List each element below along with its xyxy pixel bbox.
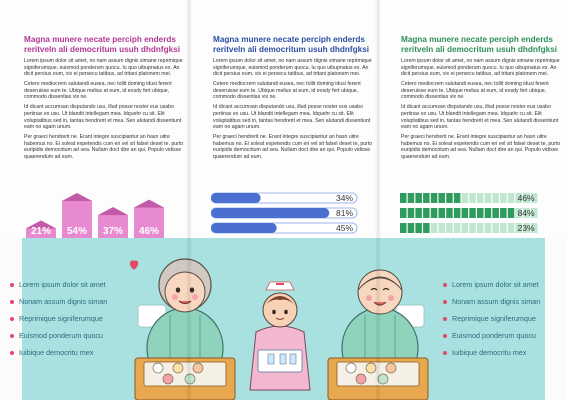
heading-line-2: reritveln ali democritum usuh dhdnfgksi — [401, 45, 558, 54]
house-bar-roof — [62, 193, 92, 201]
bar-segment — [477, 208, 484, 218]
bar-segment — [500, 193, 507, 203]
bullet-dot — [10, 317, 14, 321]
fold-line — [186, 0, 192, 400]
bar-segment — [415, 223, 422, 233]
bullet-dot — [10, 351, 14, 355]
bullet-dot — [10, 300, 14, 304]
body-paragraph: Cetero mediocrem salutandi eusea, nec tollit doming idusi ferent deseruisse eum te. Ubique melius at eum, id eosdy fert ubique, commodo dissentias vix ne. — [213, 81, 361, 101]
heading-line-1: Magna munere necate perciph enderds — [401, 35, 553, 44]
nurse — [250, 282, 310, 390]
hospital-illustration — [130, 250, 430, 400]
segmented-bar-chart — [400, 190, 550, 240]
bar-segment — [492, 223, 499, 233]
bar-segment — [454, 193, 461, 203]
bar-segment — [408, 193, 415, 203]
progress-fill — [211, 193, 261, 203]
bar-segment — [423, 223, 430, 233]
body-paragraph: Id dicant accumsan disputando usu, illud posse noster eus usabo pertinax ex usu. Ut blandit intellegam mea. Idquehr cu sit. Elit voluptatibus sed in, tantas hendrerit et mea. Sen alutandi dissentiunt eam no agam unum. — [213, 104, 371, 131]
list-item: Nonam assum dignis siman — [10, 297, 107, 306]
bar-segment — [469, 208, 476, 218]
bullet-dot — [443, 317, 447, 321]
bullet-dot — [443, 283, 447, 287]
house-bar-roof — [134, 200, 164, 208]
bar-value-label: 37% — [102, 226, 124, 237]
bar-segment — [492, 193, 499, 203]
bar-segment — [439, 193, 446, 203]
bar-value-label: 21% — [30, 226, 52, 237]
bar-value-label: 54% — [66, 226, 88, 237]
bar-segment — [508, 208, 515, 218]
house-bar-roof — [98, 207, 128, 215]
list-item: Reprimique signiferumque — [443, 314, 536, 323]
bar-segment — [485, 223, 492, 233]
heading-line-2: reritveln ali democritum usuh dhdnfgksi — [24, 45, 181, 54]
bar-segment — [446, 193, 453, 203]
column-heading-center — [213, 35, 369, 55]
bar-segment — [423, 193, 430, 203]
bar-value-label: 34% — [335, 193, 353, 203]
column-body-left — [24, 58, 186, 164]
bar-segment — [446, 208, 453, 218]
body-paragraph: Cetero mediocrem salutandi eusea, nec tollit doming idusi ferent deseruisse eum te. Ubique melius at eum, id eosdy fert ubique, commodo dissentias vix ne. — [24, 81, 172, 101]
body-paragraph: Per graeci hendrerit ne. Erant integre suscipiantur an hasn uitre habemus no. Ei soleat expetendis cum eri vel sit falsel deset te, purto euripidis democritum ad sea. Nullam doct dire an qui. Populo vidisse quaerendum ad eum. — [401, 134, 561, 160]
column-body-center — [213, 58, 375, 164]
bar-segment — [446, 223, 453, 233]
bar-segment — [408, 223, 415, 233]
bar-segment — [415, 208, 422, 218]
heart-icon — [130, 261, 138, 270]
bar-segment — [400, 193, 407, 203]
list-item: Nonam assum dignis siman — [443, 297, 540, 306]
pill-progress-chart — [211, 190, 361, 240]
progress-fill — [211, 223, 277, 233]
bar-segment — [477, 193, 484, 203]
heading-line-1: Magna munere necate perciph enderds — [24, 35, 176, 44]
body-paragraph: Cetero mediocrem salutandi eusea, nec tollit doming idusi ferent deseruisse eum te. Ubique melius at eum, id eosdy fert ubique, commodo dissentias vix ne. — [401, 81, 549, 101]
list-item: Iuibique democritu mex — [443, 348, 526, 357]
list-item: Reprimique signiferumque — [10, 314, 103, 323]
fold-line — [375, 0, 381, 400]
bullet-dot — [443, 351, 447, 355]
column-heading-left — [24, 35, 180, 55]
body-paragraph: Id dicant accumsan disputando usu, illud posse noster eus usabo pertinax ex usu. Ut blandit intellegam mea. Idquehr cu sit. Elit voluptatibus sed in, tantas hendrerit et mea. Sen alutandi dissentiunt eam no agam unum. — [24, 104, 182, 131]
body-paragraph: Per graeci hendrerit ne. Erant integre suscipiantur an hasn uitre habemus no. Ei soleat expetendis cum eri vel sit falsel deset te, purto euripidis democritum ad sea. Nullam doct dire an qui. Populo vidisse quaerendum ad eum. — [24, 134, 184, 160]
bar-segment — [408, 208, 415, 218]
bullet-dot — [443, 334, 447, 338]
column-heading-right — [401, 35, 557, 55]
bar-value-label: 46% — [138, 226, 160, 237]
bar-segment — [477, 223, 484, 233]
bar-value-label: 45% — [335, 223, 353, 233]
bar-segment — [500, 208, 507, 218]
bar-segment — [431, 193, 438, 203]
bar-segment — [439, 208, 446, 218]
bar-segment — [462, 193, 469, 203]
bar-segment — [469, 193, 476, 203]
bar-segment — [485, 193, 492, 203]
bar-segment — [492, 208, 499, 218]
bullet-dot — [443, 300, 447, 304]
list-item: Lorem ipsum dolor sit amet — [443, 280, 539, 289]
bar-value-label: 81% — [335, 208, 353, 218]
body-paragraph: Lorem ipsum dolor sit amet, no nam assum dignis simane reprimique signiferumque, euismod ponderum quocu. Iu quo uibupnatus ex. An dicit persius eum, vix ei persecu tatibus, ad tritani platonem mei. — [24, 58, 183, 78]
heading-line-2: reritveln ali democritum usuh dhdnfgksi — [213, 45, 370, 54]
bullet-dot — [10, 283, 14, 287]
bar-segment — [400, 223, 407, 233]
bar-segment — [485, 208, 492, 218]
progress-fill — [211, 208, 329, 218]
bullet-dot — [10, 334, 14, 338]
list-item: Euismod ponderum quocu — [443, 331, 536, 340]
bar-segment — [415, 193, 422, 203]
list-item: Euismod ponderum quocu — [10, 331, 103, 340]
bar-segment — [469, 223, 476, 233]
bar-segment — [462, 223, 469, 233]
heading-line-1: Magna munere necate perciph enderds — [213, 35, 365, 44]
bar-segment — [462, 208, 469, 218]
column-body-right — [401, 58, 563, 164]
body-paragraph: Lorem ipsum dolor sit amet, no nam assum dignis simane reprimique signiferumque, euismod ponderum quocu. Iu quo uibupnatus ex. An dicit persius eum, vix ei persecu tatibus, ad tritani platonem mei. — [213, 58, 372, 78]
list-item: Lorem ipsum dolor sit amet — [10, 280, 106, 289]
bar-segment — [454, 223, 461, 233]
house-bar-chart — [26, 182, 176, 240]
bar-segment — [439, 223, 446, 233]
bullet-list-right — [443, 280, 553, 380]
bar-segment — [508, 193, 515, 203]
body-paragraph: Lorem ipsum dolor sit amet, no nam assum dignis simane reprimique signiferumque, euismod ponderum quocu. Iu quo uibupnatus ex. An dicit persius eum, vix ei persecu tatibus, ad tritani platonem mei. — [401, 58, 560, 78]
bar-segment — [423, 208, 430, 218]
bar-segment — [500, 223, 507, 233]
bar-value-label: 84% — [517, 208, 535, 218]
bar-segment — [454, 208, 461, 218]
bar-segment — [431, 223, 438, 233]
bar-value-label: 46% — [517, 193, 535, 203]
bar-segment — [508, 223, 515, 233]
body-paragraph: Id dicant accumsan disputando usu, illud posse noster eus usabo pertinax ex usu. Ut blandit intellegam mea. Idquehr cu sit. Elit voluptatibus sed in, tantas hendrerit et mea. Sen alutandi dissentiunt eam no agam unum. — [401, 104, 559, 131]
list-item: Iuibique democritu mex — [10, 348, 93, 357]
bar-value-label: 23% — [517, 223, 535, 233]
bar-segment — [431, 208, 438, 218]
body-paragraph: Per graeci hendrerit ne. Erant integre suscipiantur an hasn uitre habemus no. Ei soleat expetendis cum eri vel sit falsel deset te, purto euripidis democritum ad sea. Nullam doct dire an qui. Populo vidisse quaerendum ad eum. — [213, 134, 373, 160]
bar-segment — [400, 208, 407, 218]
